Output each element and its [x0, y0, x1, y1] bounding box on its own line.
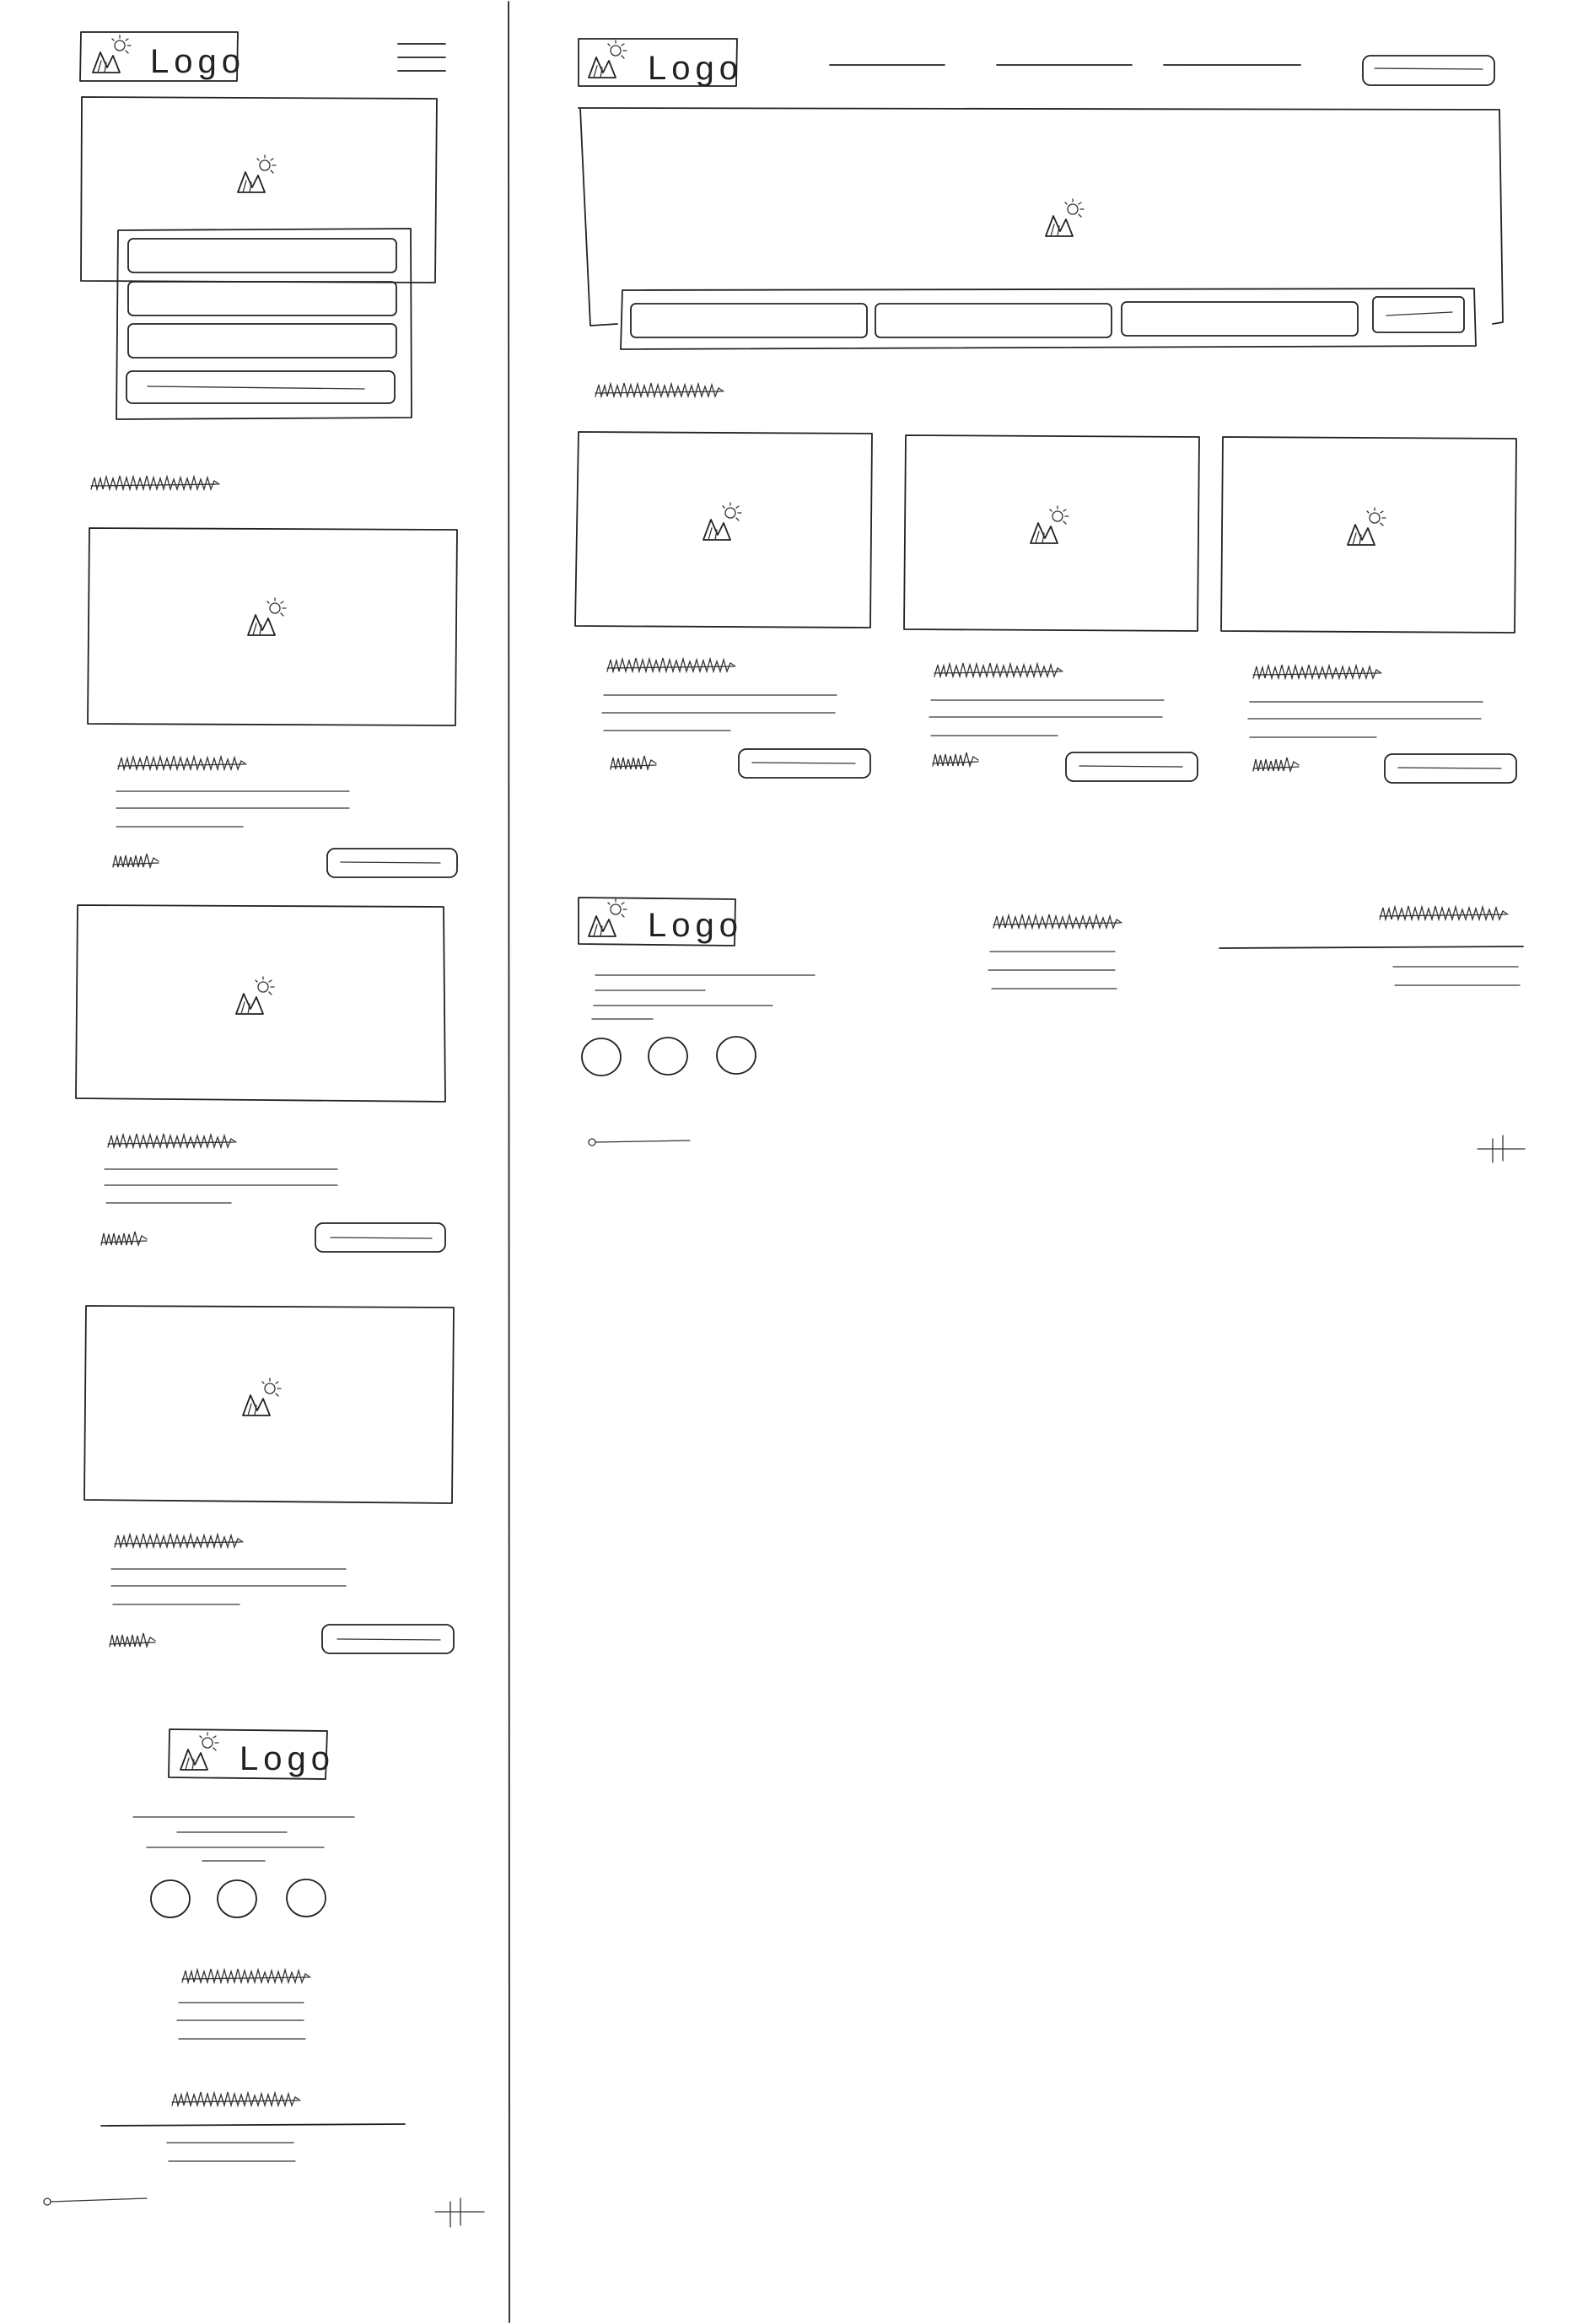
- desktop-card-3-price: [1253, 758, 1299, 771]
- desktop-social-icon-1[interactable]: [582, 1038, 621, 1076]
- desktop-footer-logo-text: Logo: [648, 907, 743, 944]
- desktop-search-field-2[interactable]: [875, 304, 1112, 337]
- mobile-section-heading: [91, 476, 219, 489]
- mobile-hamburger-icon[interactable]: [398, 44, 445, 71]
- desktop-social-icon-3[interactable]: [717, 1037, 756, 1074]
- desktop-search-field-3[interactable]: [1122, 302, 1358, 336]
- mobile-card-1-image: [88, 528, 457, 725]
- desktop-footer-heading-2: [1380, 906, 1508, 919]
- desktop-card-2-button[interactable]: [1066, 752, 1198, 781]
- mobile-search-panel: [116, 229, 412, 419]
- mobile-footer-links-2: [167, 2143, 295, 2161]
- desktop-logo-text: Logo: [648, 50, 743, 87]
- mobile-card-2-title: [108, 1134, 236, 1147]
- desktop-card-1-image-icon: [703, 503, 741, 540]
- mobile-footer-logo-text: Logo: [240, 1740, 335, 1777]
- mobile-card-3-button[interactable]: [322, 1625, 454, 1653]
- desktop-scroll-top-icon[interactable]: [1478, 1135, 1525, 1162]
- desktop-card-2-image-icon: [1031, 506, 1069, 543]
- mobile-social-icon-3[interactable]: [287, 1879, 326, 1917]
- mobile-footer-heading-1: [182, 1969, 310, 1982]
- mobile-search-field-1[interactable]: [128, 239, 396, 272]
- mobile-card-1-image-icon: [248, 598, 286, 635]
- desktop-section-heading: [595, 383, 724, 396]
- desktop-card-3-title: [1253, 665, 1381, 678]
- mobile-search-field-3[interactable]: [128, 324, 396, 358]
- mobile-card-1-title: [118, 756, 246, 769]
- desktop-layout: [575, 39, 1525, 1162]
- desktop-footer-text: [592, 975, 815, 1019]
- desktop-search-button[interactable]: [1373, 297, 1464, 332]
- desktop-footer: [579, 898, 1525, 1162]
- mobile-card-3-price: [110, 1633, 155, 1647]
- desktop-footer-logo[interactable]: [579, 898, 743, 946]
- mobile-card-1-price: [113, 854, 159, 867]
- mobile-footer-text: [133, 1817, 354, 1861]
- desktop-card-1: [575, 432, 872, 778]
- mobile-card-1: [88, 528, 457, 877]
- desktop-social-icon-2[interactable]: [649, 1038, 687, 1075]
- mobile-copyright: [44, 2198, 147, 2205]
- mobile-layout: [44, 32, 484, 2227]
- mobile-scroll-top-icon[interactable]: [435, 2198, 484, 2227]
- mobile-social-icon-1[interactable]: [151, 1880, 190, 1917]
- desktop-footer-divider: [1219, 946, 1523, 948]
- mobile-search-button[interactable]: [127, 371, 395, 403]
- desktop-footer-links-2: [1393, 967, 1520, 985]
- mobile-card-3-image: [84, 1306, 454, 1503]
- desktop-search-panel: [621, 288, 1476, 349]
- mobile-hero-image: [81, 97, 437, 283]
- desktop-logo[interactable]: [579, 39, 743, 87]
- mobile-logo-text: Logo: [150, 43, 245, 80]
- mobile-footer-divider: [101, 2124, 405, 2126]
- mobile-card-2: [76, 905, 445, 1252]
- mobile-footer: [44, 1729, 484, 2227]
- desktop-nav-button[interactable]: [1363, 56, 1494, 85]
- mobile-card-2-image-icon: [236, 977, 274, 1014]
- mobile-card-1-description: [116, 791, 349, 827]
- mobile-card-2-description: [105, 1169, 337, 1203]
- desktop-hero-image-icon: [1046, 199, 1084, 236]
- mobile-card-2-image: [76, 905, 445, 1102]
- desktop-card-3: [1221, 437, 1516, 783]
- mobile-footer-logo[interactable]: [169, 1729, 335, 1779]
- desktop-card-1-button[interactable]: [739, 749, 870, 778]
- desktop-card-2: [904, 435, 1199, 781]
- mobile-social-icon-2[interactable]: [218, 1880, 256, 1917]
- desktop-search-field-1[interactable]: [631, 304, 867, 337]
- desktop-copyright: [589, 1139, 690, 1146]
- desktop-card-2-description: [929, 700, 1164, 736]
- mobile-search-field-2[interactable]: [128, 282, 396, 315]
- mobile-logo[interactable]: [80, 32, 245, 81]
- desktop-card-3-description: [1248, 702, 1483, 737]
- mobile-hero-image-icon: [238, 155, 276, 192]
- desktop-footer-links-1: [988, 952, 1117, 989]
- desktop-card-1-price: [611, 756, 656, 769]
- desktop-card-3-image: [1221, 437, 1516, 633]
- mobile-footer-links-1: [177, 2003, 305, 2039]
- desktop-hero-image: [579, 108, 1503, 326]
- desktop-card-2-image: [904, 435, 1199, 631]
- mobile-card-3-image-icon: [243, 1378, 281, 1415]
- desktop-card-3-button[interactable]: [1385, 754, 1516, 783]
- mobile-card-1-button[interactable]: [327, 849, 457, 877]
- desktop-card-1-image: [575, 432, 872, 628]
- mobile-card-3: [84, 1306, 454, 1653]
- desktop-footer-heading-1: [993, 914, 1122, 928]
- mobile-footer-heading-2: [172, 2092, 300, 2106]
- mobile-card-3-title: [115, 1534, 243, 1547]
- desktop-card-1-title: [607, 658, 735, 671]
- mobile-card-2-price: [101, 1232, 147, 1245]
- desktop-card-2-title: [934, 663, 1063, 677]
- desktop-card-1-description: [602, 695, 837, 731]
- mobile-card-3-description: [111, 1569, 346, 1604]
- desktop-card-3-image-icon: [1348, 508, 1386, 545]
- mobile-card-2-button[interactable]: [315, 1223, 445, 1252]
- desktop-card-2-price: [933, 752, 978, 766]
